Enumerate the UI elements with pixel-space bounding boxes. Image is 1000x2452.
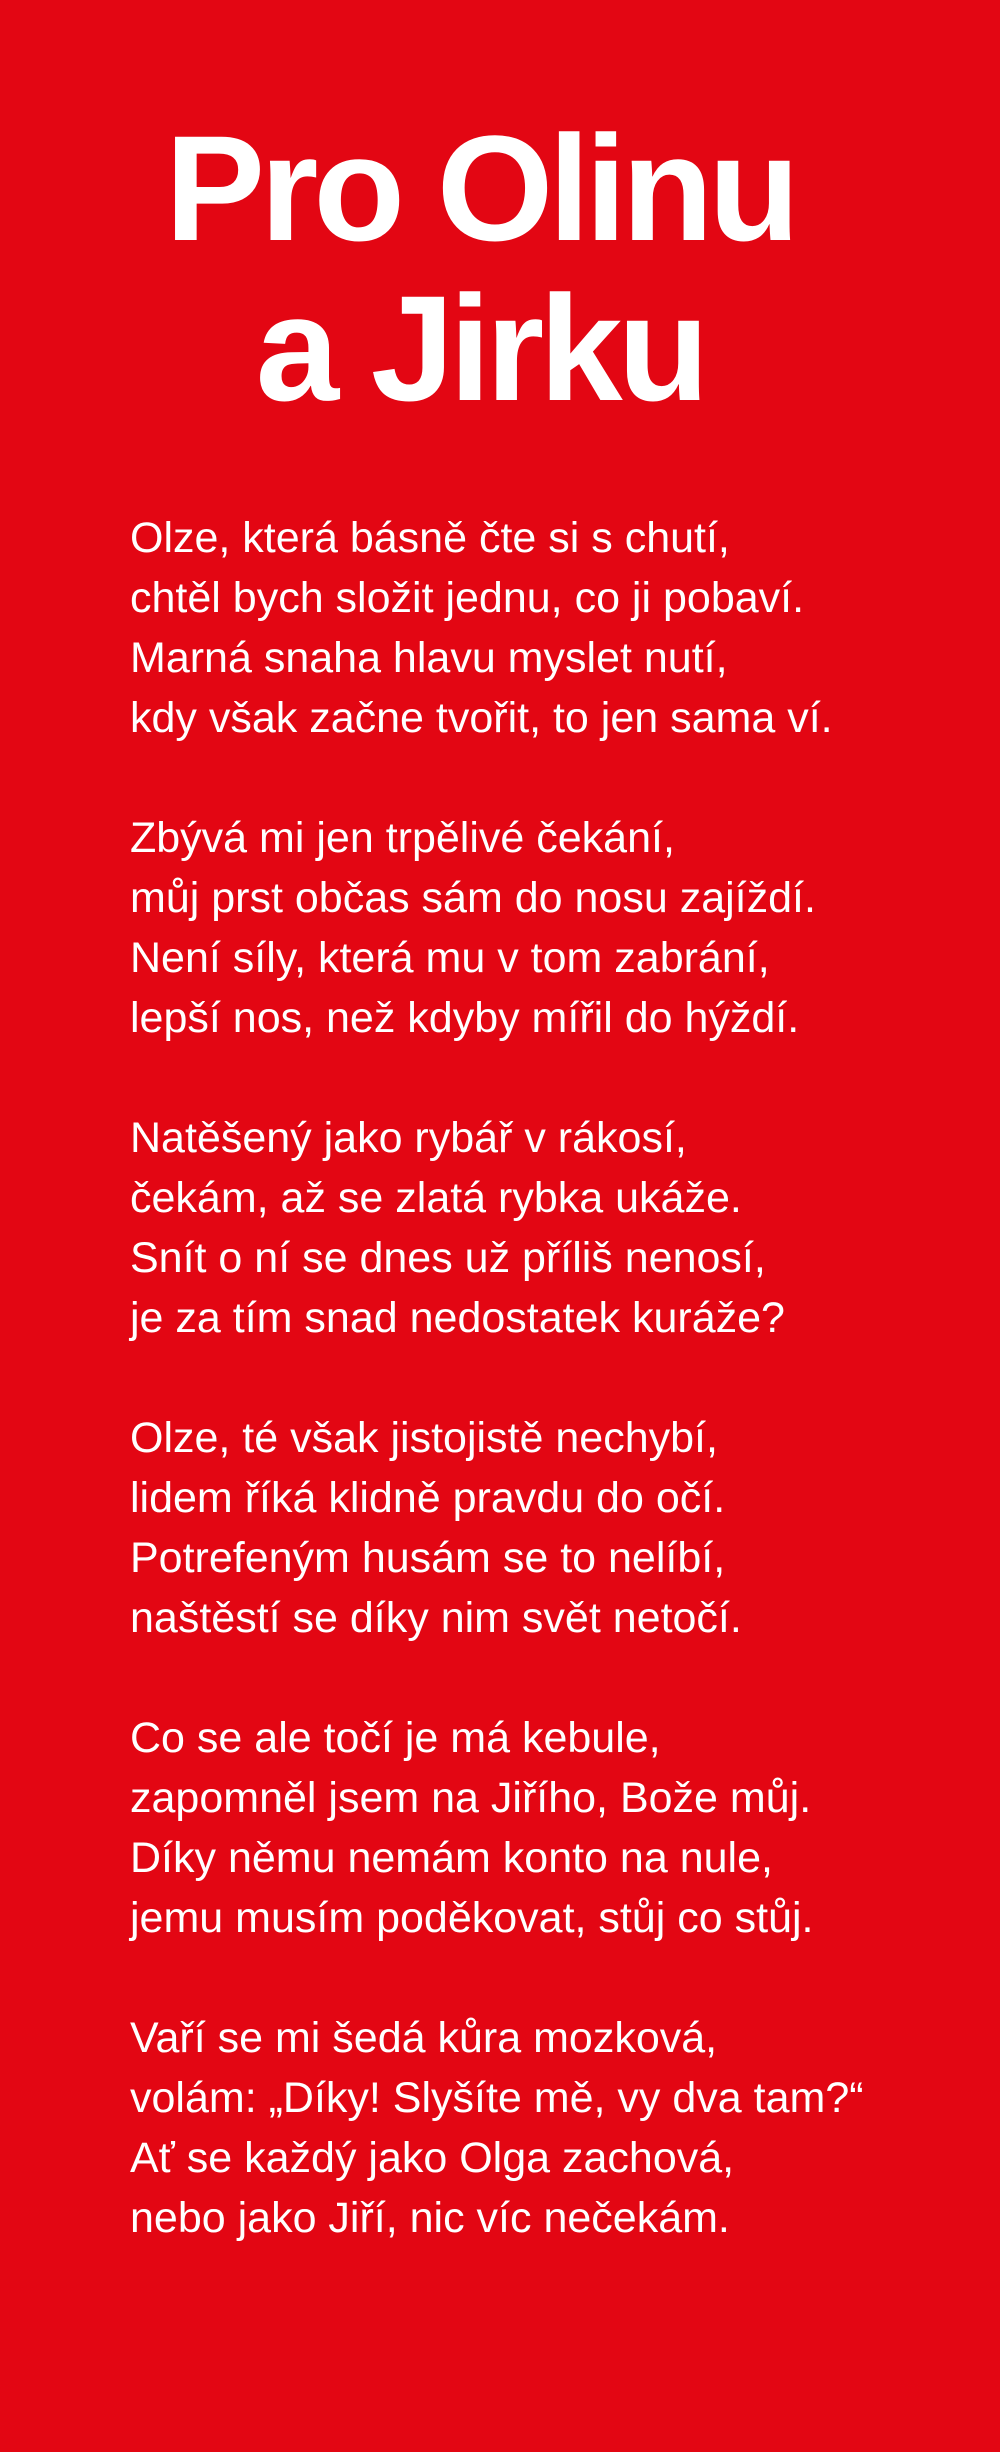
poem-line: zapomněl jsem na Jiřího, Bože můj.	[130, 1774, 812, 1822]
poem-line: Zbývá mi jen trpělivé čekání,	[130, 814, 675, 862]
poem-line: Díky němu nemám konto na nule,	[130, 1834, 773, 1882]
poem-line: lepší nos, než kdyby mířil do hýždí.	[130, 994, 800, 1042]
poem-line: Olze, která básně čte si s chutí,	[130, 514, 730, 562]
poem-line: je za tím snad nedostatek kuráže?	[130, 1294, 785, 1342]
poem-line: Vaří se mi šedá kůra mozková,	[130, 2014, 718, 2062]
poem-line: jemu musím poděkovat, stůj co stůj.	[130, 1894, 814, 1942]
stanza-6	[130, 2008, 980, 2248]
poem-line: Marná snaha hlavu myslet nutí,	[130, 634, 728, 682]
poem-line: volám: „Díky! Slyšíte mě, vy dva tam?“	[130, 2074, 864, 2122]
poem-body	[130, 508, 980, 2308]
poem-line: můj prst občas sám do nosu zajíždí.	[130, 874, 816, 922]
poem-line: Olze, té však jistojistě nechybí,	[130, 1414, 718, 1462]
stanza-5	[130, 1708, 980, 1948]
poem-line: kdy však začne tvořit, to jen sama ví.	[130, 694, 833, 742]
stanza-3	[130, 1108, 980, 1348]
poem-line: Ať se každý jako Olga zachová,	[130, 2134, 735, 2182]
stanza-4	[130, 1408, 980, 1648]
poem-line: Potrefeným husám se to nelíbí,	[130, 1534, 726, 1582]
title-line-2: a Jirku	[255, 264, 705, 432]
poem-line: chtěl bych složit jednu, co ji pobaví.	[130, 574, 805, 622]
poem-line: nebo jako Jiří, nic víc nečekám.	[130, 2194, 730, 2242]
poem-line: Natěšený jako rybář v rákosí,	[130, 1114, 687, 1162]
stanza-2	[130, 808, 980, 1048]
stanza-1	[130, 508, 980, 748]
poem-line: Snít o ní se dnes už příliš nenosí,	[130, 1234, 766, 1282]
title-line-1: Pro Olinu	[165, 104, 795, 272]
poem-line: Není síly, která mu v tom zabrání,	[130, 934, 770, 982]
poem-line: čekám, až se zlatá rybka ukáže.	[130, 1174, 742, 1222]
poem-line: naštěstí se díky nim svět netočí.	[130, 1594, 742, 1642]
poem-line: lidem říká klidně pravdu do očí.	[130, 1474, 726, 1522]
page-title	[0, 104, 960, 432]
poem-line: Co se ale točí je má kebule,	[130, 1714, 661, 1762]
